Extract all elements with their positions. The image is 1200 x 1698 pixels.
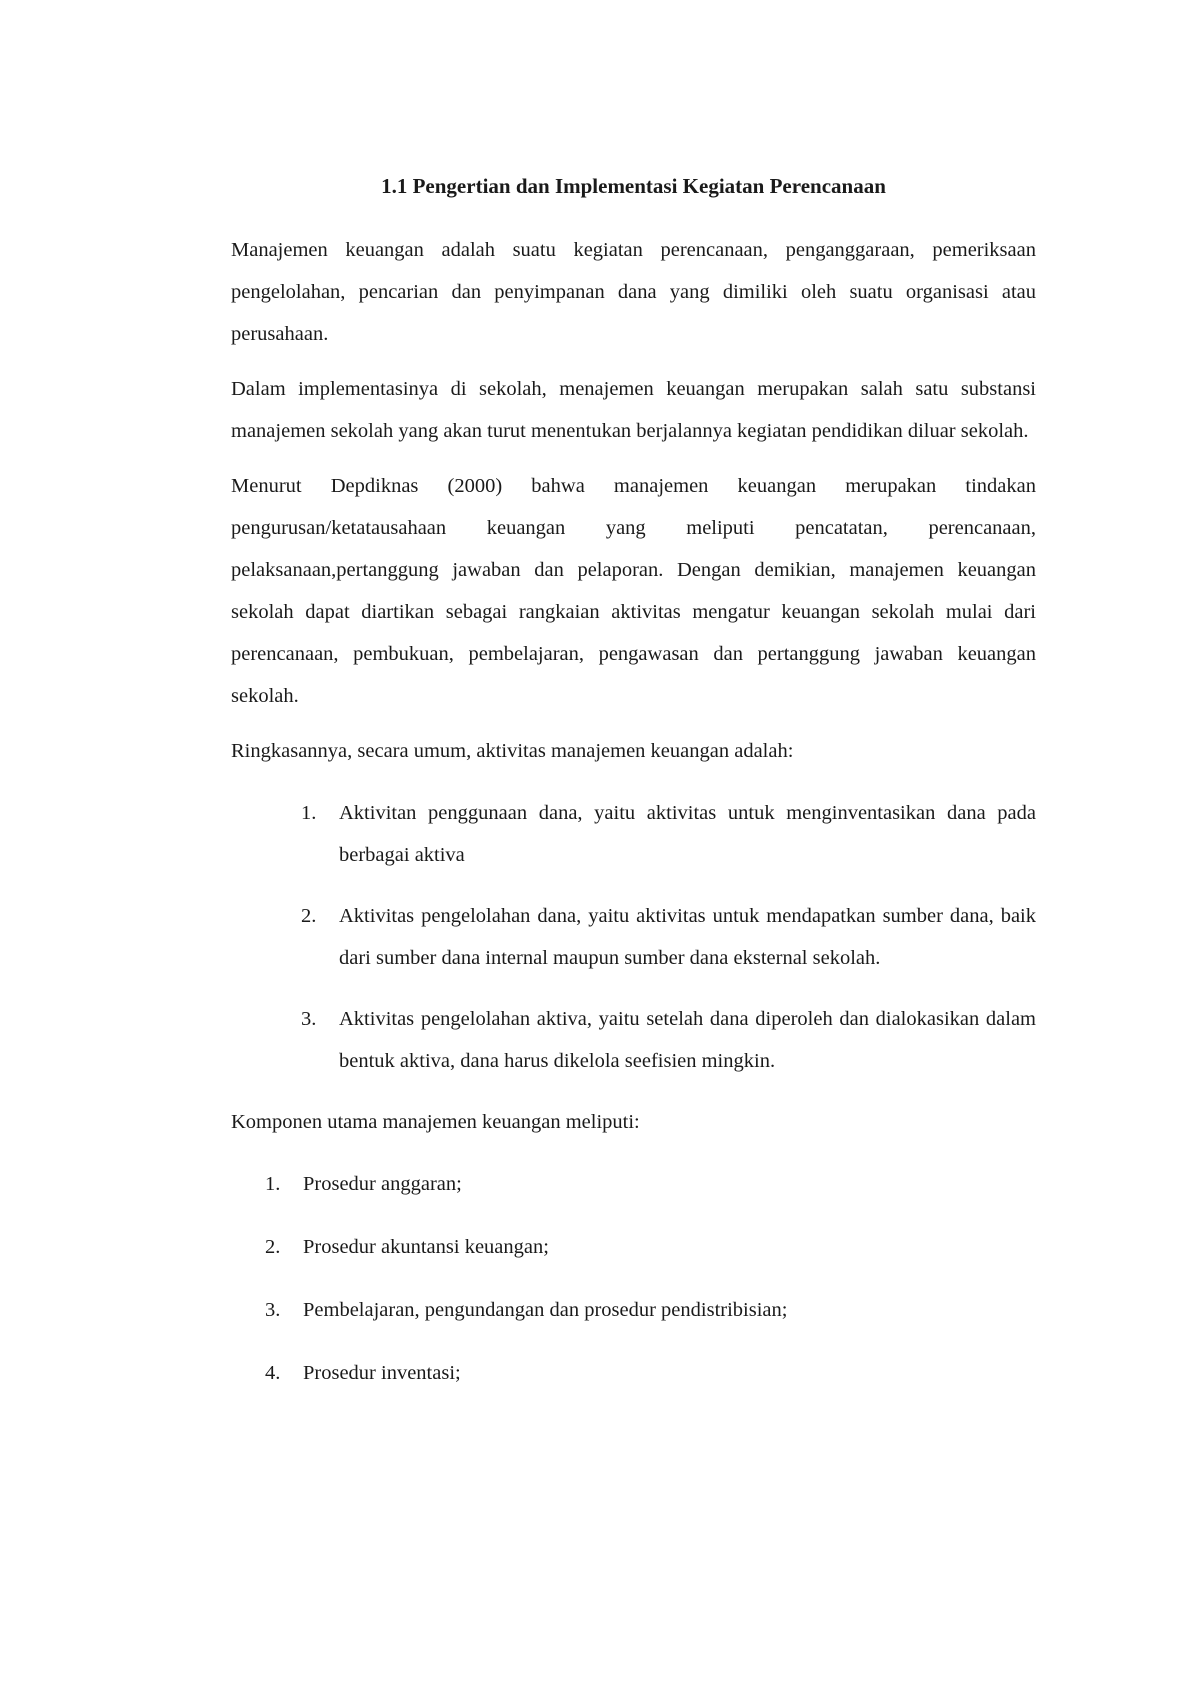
list-item-text: Aktivitas pengelolahan aktiva, yaitu setelah dana diperoleh dan dialokasikan dalam bentuk aktiva, dana harus dikelola seefisien mingkin.	[339, 1008, 1036, 1072]
document-body	[231, 170, 1036, 1415]
list-item	[301, 998, 1036, 1082]
list-item	[265, 1352, 1036, 1394]
paragraph-summary: Ringkasannya, secara umum, aktivitas manajemen keuangan adalah:	[231, 740, 794, 762]
list-item-text: Pembelajaran, pengundangan dan prosedur pendistribisian;	[303, 1299, 788, 1321]
list-item-text: Aktivitas pengelolahan dana, yaitu aktivitas untuk mendapatkan sumber dana, baik dari sumber dana internal maupun sumber dana eksternal sekolah.	[339, 905, 1036, 969]
list-item-number: 3.	[265, 1299, 281, 1321]
list-item-number: 4.	[265, 1362, 281, 1384]
list-item	[301, 895, 1036, 979]
list-item-text: Prosedur anggaran;	[303, 1173, 462, 1195]
list-item	[265, 1163, 1036, 1205]
paragraph-depdiknas: Menurut Depdiknas (2000) bahwa manajemen keuangan merupakan tindakan pengurusan/ketatausahaan keuangan yang meliputi pencatatan, perencanaan, pelaksanaan,pertanggung jawaban dan pelaporan. Dengan demikian, manajemen keuangan sekolah dapat diartikan sebagai rangkaian aktivitas mengatur keuangan sekolah mulai dari perencanaan, pembukuan, pembelajaran, pengawasan dan pertanggung jawaban keuangan sekolah.	[231, 475, 1036, 707]
list-item	[265, 1226, 1036, 1268]
list-item	[301, 792, 1036, 876]
paragraph-implementation: Dalam implementasinya di sekolah, menajemen keuangan merupakan salah satu substansi manajemen sekolah yang akan turut menentukan berjalannya kegiatan pendidikan diluar sekolah.	[231, 378, 1036, 442]
list-item-text: Prosedur akuntansi keuangan;	[303, 1236, 549, 1258]
list-item-text: Prosedur inventasi;	[303, 1362, 461, 1384]
list-item-number: 3.	[301, 1008, 317, 1030]
list-item-number: 2.	[265, 1236, 281, 1258]
activities-list	[231, 792, 1036, 1082]
list-item-number: 1.	[301, 802, 317, 824]
list-item-number: 1.	[265, 1173, 281, 1195]
list-item-text: Aktivitan penggunaan dana, yaitu aktivitas untuk menginventasikan dana pada berbagai aktiva	[339, 802, 1036, 866]
components-list	[231, 1163, 1036, 1394]
paragraph-components-intro: Komponen utama manajemen keuangan meliputi:	[231, 1111, 640, 1133]
list-item	[265, 1289, 1036, 1331]
list-item-number: 2.	[301, 905, 317, 927]
section-heading: 1.1 Pengertian dan Implementasi Kegiatan Perencanaan	[381, 174, 886, 198]
paragraph-definition: Manajemen keuangan adalah suatu kegiatan perencanaan, penganggaraan, pemeriksaan pengelolahan, pencarian dan penyimpanan dana yang dimiliki oleh suatu organisasi atau perusahaan.	[231, 239, 1036, 345]
